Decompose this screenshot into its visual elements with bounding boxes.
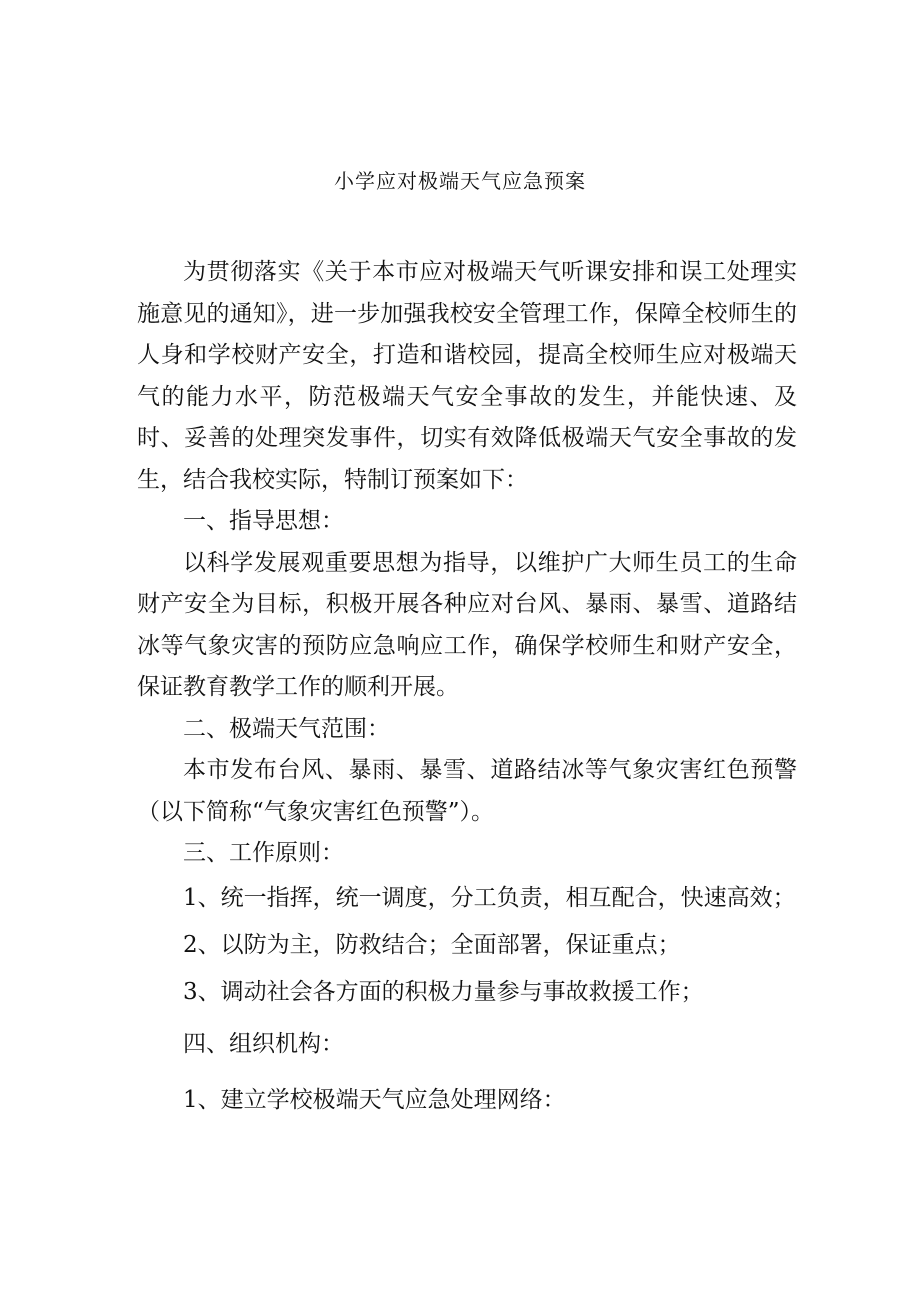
guiding-ideology-paragraph: 以科学发展观重要思想为指导，以维护广大师生员工的生命财产安全为目标，积极开展各种应对台风、暴雨、暴雪、道路结冰等气象灾害的预防应急响应工作，确保学校师生和财产安全，保证教育教学工作的顺利开展。	[137, 549, 797, 700]
section-heading-organization: 四、组织机构：	[183, 1030, 344, 1057]
document-title: 小学应对极端天气应急预案	[334, 169, 586, 193]
section-heading-work-principles: 三、工作原则：	[183, 840, 344, 866]
section-heading-weather-scope: 二、极端天气范围：	[183, 715, 390, 742]
weather-scope-paragraph: 本市发布台风、暴雨、暴雪、道路结冰等气象灾害红色预警（以下简称“气象灾害红色预警”）。	[137, 757, 797, 825]
document-body	[137, 252, 797, 1128]
section-heading-guiding-ideology: 一、指导思想：	[183, 508, 344, 534]
intro-paragraph: 为贯彻落实《关于本市应对极端天气听课安排和误工处理实施意见的通知》，进一步加强我校安全管理工作，保障全校师生的人身和学校财产安全，打造和谐校园，提高全校师生应对极端天气的能力水平，防范极端天气安全事故的发生，并能快速、及时、妥善的处理突发事件，切实有效降低极端天气安全事故的发生，结合我校实际，特制订预案如下：	[137, 259, 797, 493]
organization-item-1: 1、建立学校极端天气应急处理网络：	[183, 1086, 566, 1113]
principle-item-1: 1、统一指挥，统一调度，分工负责，相互配合，快速高效；	[183, 884, 796, 911]
principle-item-3: 3、调动社会各方面的积极力量参与事故救援工作；	[183, 978, 704, 1005]
principle-item-2: 2、以防为主，防救结合；全面部署，保证重点；	[183, 931, 681, 958]
